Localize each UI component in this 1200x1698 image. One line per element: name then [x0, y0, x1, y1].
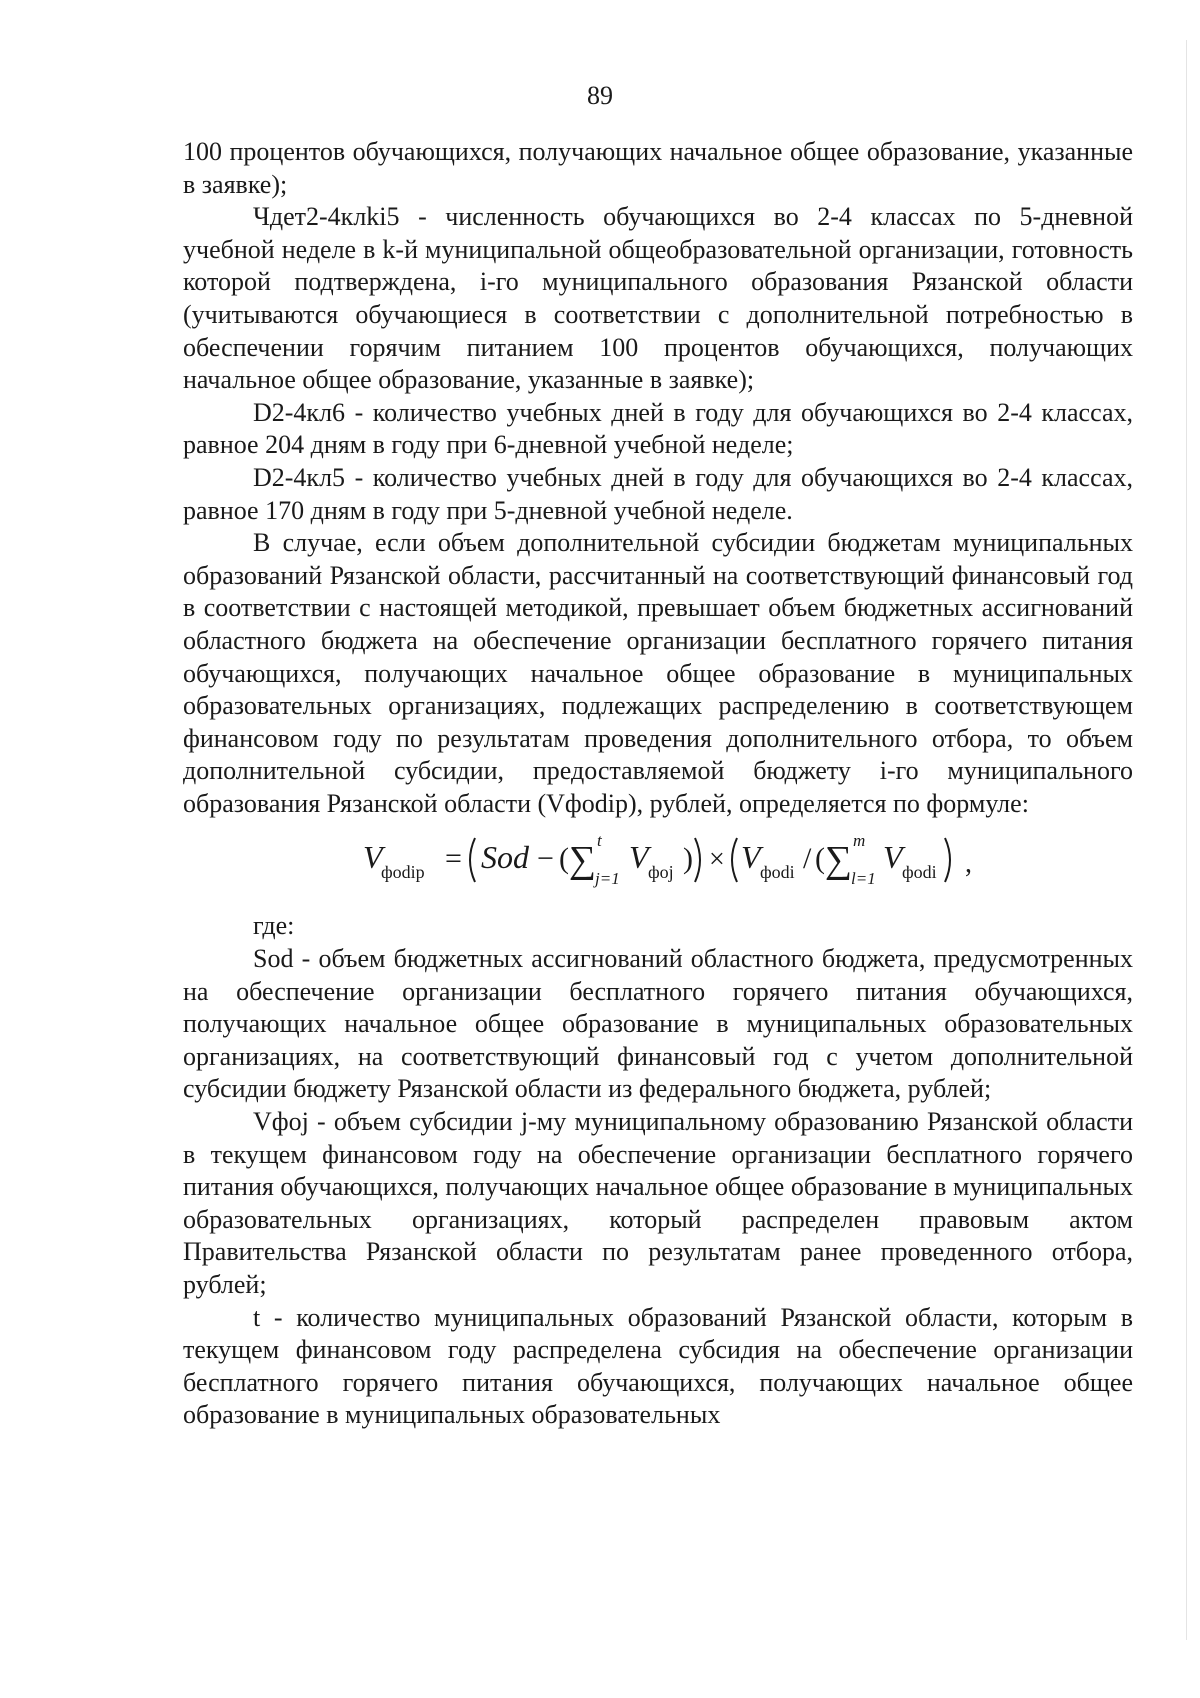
paragraph-definition-chdet: Чдет2-4клki5 - численность обучающихся во 2-4 классах по 5-дневной учебной неделе в k-й муниципальной общеобразовательной организации, готовность которой подтверждена, i-го муниципального образования Рязанской области (учитываются обучающиеся в соответствии с дополнительной потребностью в обеспечении горячим питанием 100 процентов обучающихся, получающих начальное общее образование, указанные в заявке);	[183, 202, 1133, 395]
formula-term-3-symbol: V	[883, 839, 903, 876]
where-label: где:	[253, 911, 295, 941]
formula-paren-open-1	[470, 838, 475, 882]
formula-term-2-symbol: V	[741, 839, 761, 876]
formula-svg	[363, 820, 983, 900]
paragraph-definition-d6: D2-4кл6 - количество учебных дней в году для обучающихся во 2-4 классах, равное 204 дням в году при 6-дневной учебной неделе;	[183, 397, 1133, 460]
formula-trailing-comma: ,	[965, 848, 972, 880]
formula-paren-open-4: (	[815, 842, 825, 876]
formula-sum-1-lower: j=1	[595, 869, 620, 889]
formula-paren-close-3	[945, 838, 950, 882]
formula-paren-close-1	[695, 838, 700, 882]
paragraph-case-rule: В случае, если объем дополнительной субсидии бюджетам муниципальных образований Рязанской области, рассчитанный на соответствующий финансовый год в соответствии с настоящей методикой, превышает объем бюджетных ассигнований областного бюджета на обеспечение организации бесплатного горячего питания обучающихся, получающих начальное общее образование в муниципальных образовательных организациях, подлежащих распределению в соответствующем финансовом году по результатам проведения дополнительного отбора, то объем дополнительной субсидии, предоставляемой бюджету i-го муниципального образования Рязанской области (Vфodip), рублей, определяется по формуле:	[183, 528, 1133, 818]
formula-equals: =	[445, 842, 462, 876]
formula-divide: /	[803, 842, 812, 876]
paragraph-continuation: 100 процентов обучающихся, получающих начальное общее образование, указанные в заявке);	[183, 137, 1133, 199]
formula-sod: Sod	[481, 839, 529, 876]
formula-minus: −	[537, 842, 554, 876]
formula-sum-1-upper: t	[597, 831, 602, 851]
paragraph-definition-d5: D2-4кл5 - количество учебных дней в году для обучающихся во 2-4 классах, равное 170 дням в году при 5-дневной учебной неделе.	[183, 462, 1133, 525]
formula-paren-close-2: )	[683, 842, 693, 876]
scan-edge-line	[1186, 40, 1187, 1640]
paragraph-definition-t: t - количество муниципальных образований Рязанской области, которым в текущем финансовом году распределена субсидия на обеспечение организации бесплатного горячего питания обучающихся, получающих начальное общее образование в муниципальных образовательных	[183, 1302, 1133, 1430]
formula-sum-2-lower: l=1	[851, 869, 876, 889]
formula-term-3-subscript: фodi	[902, 862, 937, 883]
formula-lhs-subscript: фodip	[381, 862, 425, 883]
paragraph-definition-sod: Sod - объем бюджетных ассигнований областного бюджета, предусмотренных на обеспечение организации бесплатного горячего питания обучающихся, получающих начальное общее образование в муниципальных образовательных организациях, на соответствующий финансовый год с учетом дополнительной субсидии бюджету Рязанской области из федерального бюджета, рублей;	[183, 944, 1133, 1104]
formula-paren-open-3	[732, 838, 737, 882]
formula-lhs-symbol: V	[363, 839, 383, 876]
paragraph-definition-vfoj: Vфoj - объем субсидии j-му муниципальному образованию Рязанской области в текущем финансовом году на обеспечение организации бесплатного горячего питания обучающихся, получающих начальное общее образование в муниципальных образовательных организациях, который распределен правовым актом Правительства Рязанской области по результатам ранее проведенного отбора, рублей;	[183, 1107, 1133, 1299]
formula-term-1-symbol: V	[629, 839, 649, 876]
formula-sum-2: ∑	[825, 839, 853, 882]
formula-block	[183, 820, 1133, 910]
formula-term-1-subscript: фoj	[648, 862, 674, 883]
formula-paren-open-2: (	[559, 842, 569, 876]
document-body	[183, 136, 1133, 1432]
formula-sum-1: ∑	[569, 839, 597, 882]
formula-times: ×	[709, 844, 725, 876]
page-number: 89	[587, 81, 613, 110]
formula-term-2-subscript: фodi	[760, 862, 795, 883]
formula-sum-2-upper: m	[853, 831, 866, 851]
